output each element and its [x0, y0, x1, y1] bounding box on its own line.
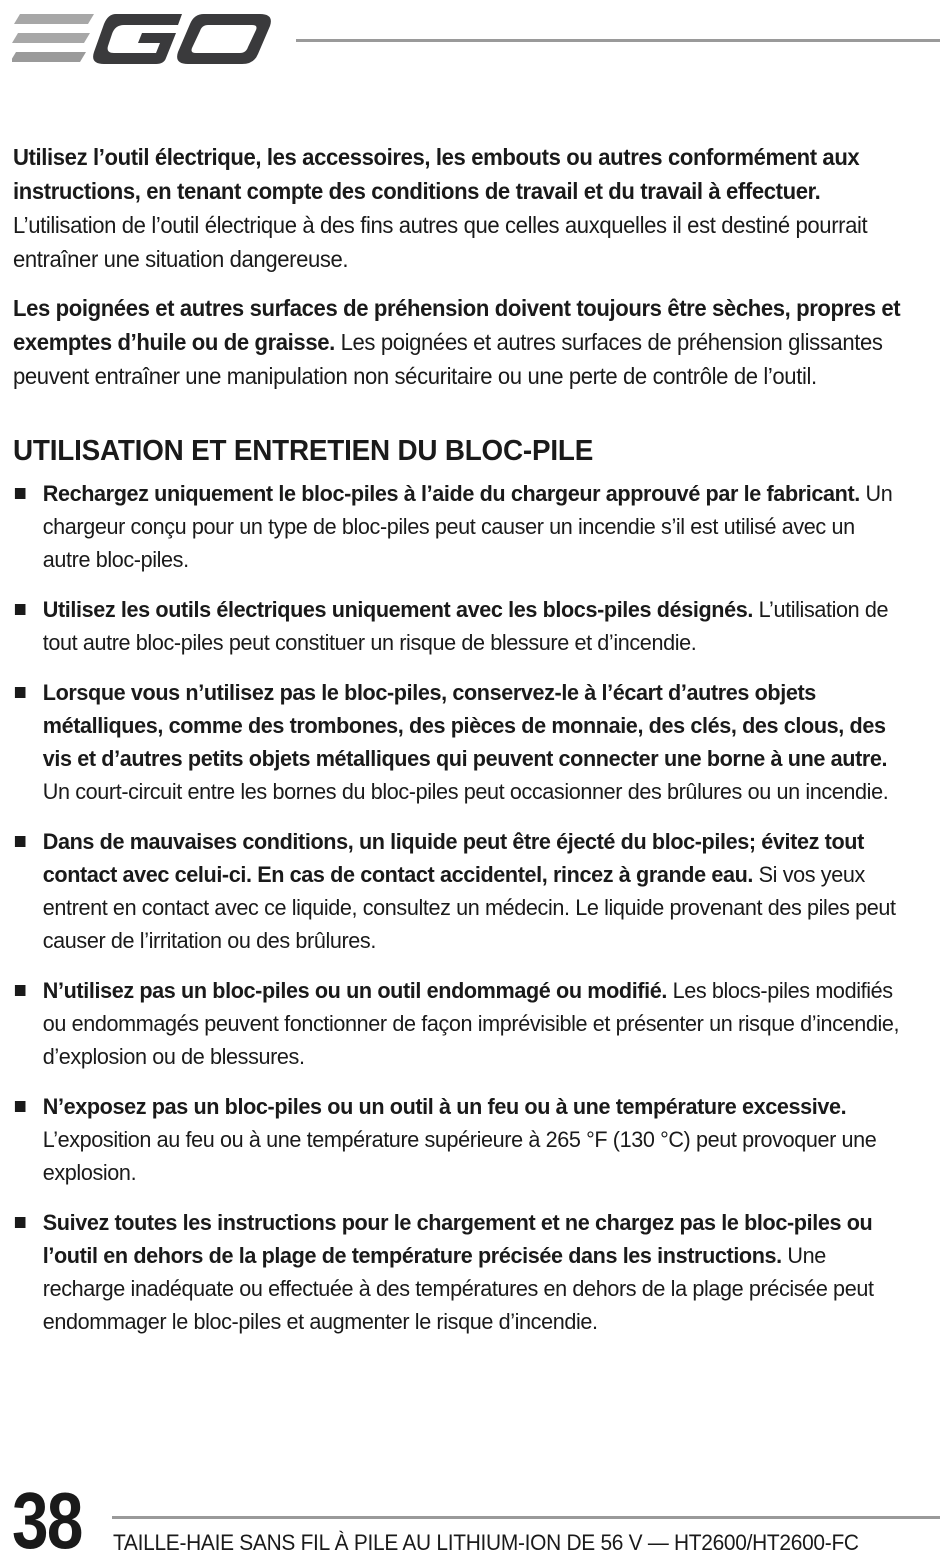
square-bullet-icon	[15, 488, 26, 499]
page-number: 38	[12, 1476, 82, 1565]
list-item	[13, 1206, 901, 1338]
bullet-text: Un court-circuit entre les bornes du bloc-piles peut occasionner des brûlures ou un incendie.	[42, 779, 889, 804]
list-item	[13, 1090, 901, 1189]
safety-bullet-list	[13, 477, 901, 1338]
page-footer	[0, 1470, 950, 1568]
intro-paragraph-bold: Utilisez l’outil électrique, les accessoires, les embouts ou autres conformément aux instructions, en tenant compte des conditions de travail et du travail à effectuer.	[13, 144, 860, 204]
bullet-bold: Dans de mauvaises conditions, un liquide peut être éjecté du bloc-piles; évitez tout contact avec celui-ci. En cas de contact accidentel, rincez à grande eau.	[42, 829, 864, 887]
section-heading: UTILISATION ET ENTRETIEN DU BLOC-PILE	[13, 435, 594, 467]
bullet-text: Une recharge inadéquate ou effectuée à des températures en dehors de la plage précisée peut endommager le bloc-piles et augmenter le risque d’incendie.	[42, 1243, 874, 1334]
header-rule	[296, 39, 940, 42]
logo-letter-o	[177, 14, 271, 64]
bullet-text: Un chargeur conçu pour un type de bloc-piles peut causer un incendie s’il est utilisé avec un autre bloc-piles.	[42, 481, 893, 572]
list-item	[13, 676, 901, 808]
page-header	[0, 0, 950, 80]
logo-bar-top	[14, 14, 94, 24]
bullet-bold: Suivez toutes les instructions pour le chargement et ne chargez pas le bloc-piles ou l’outil en dehors de la plage de température précisée dans les instructions.	[42, 1210, 873, 1268]
bullet-text: Les blocs-piles modifiés ou endommagés peuvent fonctionner de façon imprévisible et présenter un risque d’incendie, d’explosion ou de blessures.	[42, 978, 900, 1069]
square-bullet-icon	[15, 1101, 26, 1112]
footer-title: TAILLE-HAIE SANS FIL À PILE AU LITHIUM-ION DE 56 V — HT2600/HT2600-FC	[113, 1530, 859, 1555]
logo-bar-bottom	[12, 52, 86, 62]
bullet-bold: N’exposez pas un bloc-piles ou un outil à un feu ou à une température excessive.	[42, 1094, 847, 1119]
bullet-text: L’utilisation de tout autre bloc-piles peut constituer un risque de blessure et d’incendie.	[42, 597, 889, 655]
intro-paragraph-bold: Les poignées et autres surfaces de préhension doivent toujours être sèches, propres et exemptes d’huile ou de graisse.	[13, 295, 901, 355]
bullet-bold: Lorsque vous n’utilisez pas le bloc-piles, conservez-le à l’écart d’autres objets métalliques, comme des trombones, des pièces de monnaie, des clés, des clous, des vis et d’autres petits objets métalliques qui peuvent connecter une borne à une autre.	[42, 680, 888, 771]
intro-paragraph	[13, 291, 901, 393]
bullet-bold: Utilisez les outils électriques uniquement avec les blocs-piles désignés.	[42, 597, 753, 622]
bullet-text: Si vos yeux entrent en contact avec ce liquide, consultez un médecin. Le liquide provenant des piles peut causer de l’irritation ou des brûlures.	[42, 862, 896, 953]
intro-paragraph-text: L’utilisation de l’outil électrique à des fins autres que celles auxquelles il est destiné pourrait entraîner une situation dangereuse.	[13, 212, 868, 272]
list-item	[13, 593, 901, 659]
bullet-text: L’exposition au feu ou à une température supérieure à 265 °F (130 °C) peut provoquer une explosion.	[42, 1127, 877, 1185]
footer-rule	[112, 1516, 940, 1519]
square-bullet-icon	[15, 687, 26, 698]
logo-bar-middle	[12, 33, 90, 43]
intro-paragraph-text: Les poignées et autres surfaces de préhension glissantes peuvent entraîner une manipulation non sécuritaire ou une perte de contrôle de l’outil.	[13, 329, 883, 389]
square-bullet-icon	[15, 1217, 26, 1228]
ego-logo	[12, 10, 274, 70]
square-bullet-icon	[15, 985, 26, 996]
square-bullet-icon	[15, 604, 26, 615]
bullet-bold: Rechargez uniquement le bloc-piles à l’aide du chargeur approuvé par le fabricant.	[42, 481, 860, 506]
intro-paragraph	[13, 140, 901, 276]
logo-letter-g	[93, 14, 182, 64]
list-item	[13, 974, 901, 1073]
list-item	[13, 825, 901, 957]
bullet-bold: N’utilisez pas un bloc-piles ou un outil endommagé ou modifié.	[42, 978, 667, 1003]
page-content	[13, 140, 901, 1355]
list-item	[13, 477, 901, 576]
square-bullet-icon	[15, 836, 26, 847]
